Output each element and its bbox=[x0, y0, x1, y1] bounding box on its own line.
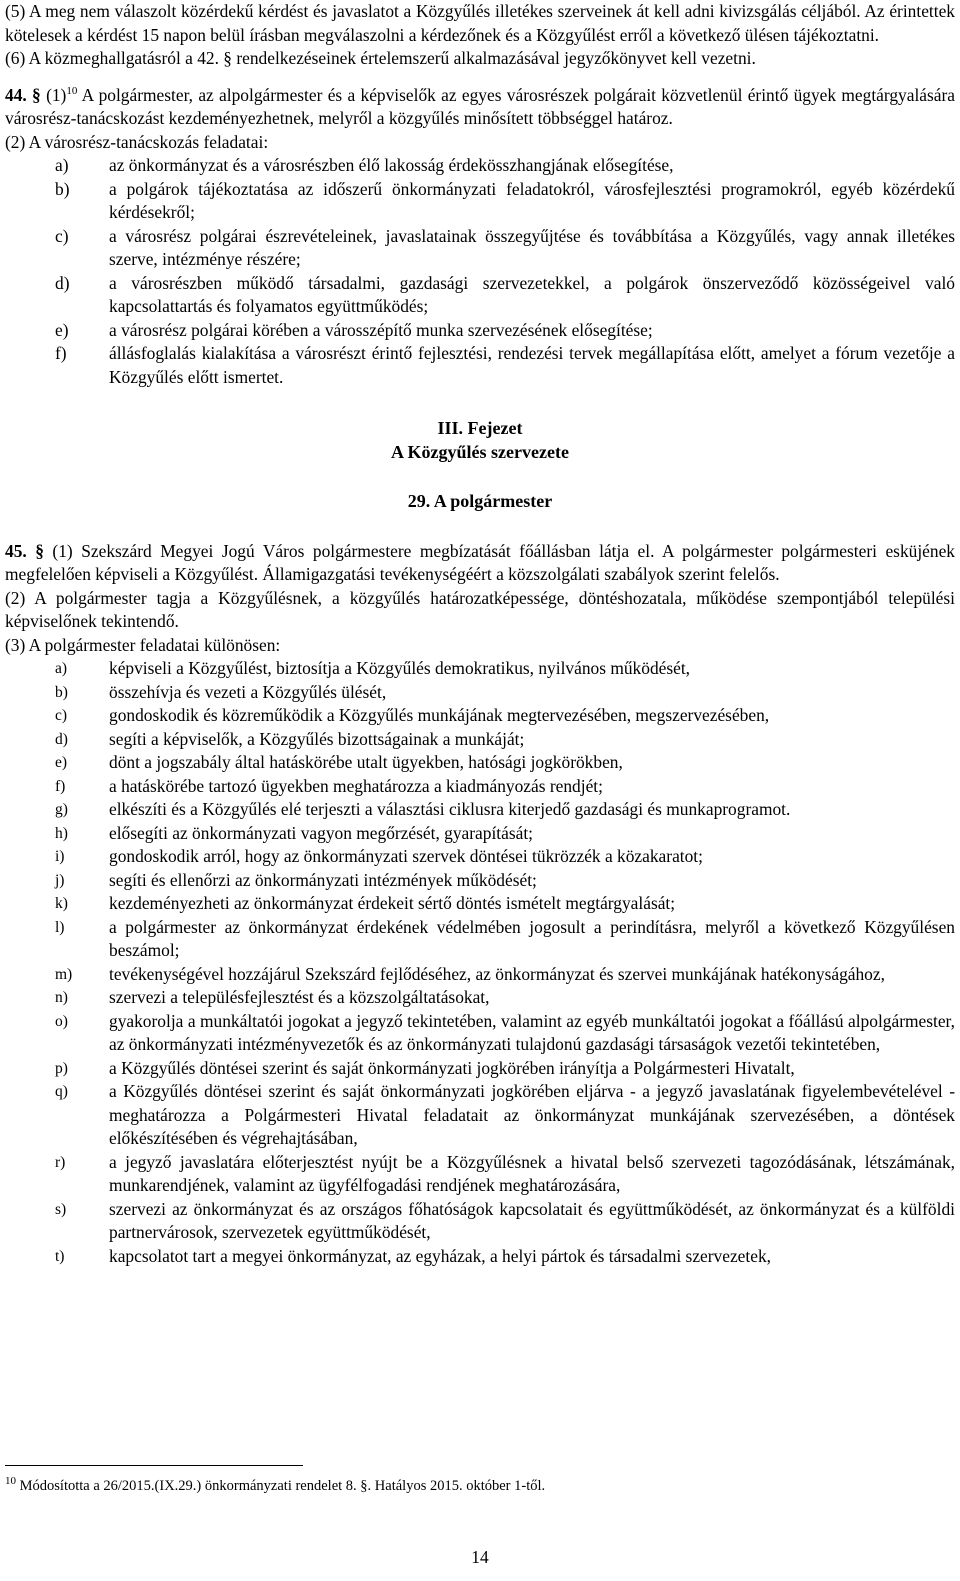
list-item bbox=[5, 916, 955, 963]
list-item bbox=[5, 963, 955, 987]
list-item-text: elősegíti az önkormányzati vagyon megőrzését, gyarapítását; bbox=[109, 822, 533, 843]
list-item bbox=[5, 1245, 955, 1269]
list-item-label: m) bbox=[55, 965, 73, 983]
section-44-p1-text: A polgármester, az alpolgármester és a képviselők az egyes városrészek polgárait közvetlenül érintő ügyek megtárgyalására városrész-tanácskozást kezdeményezhetnek, melyről a közgyűlés minősített többséggel határoz. bbox=[5, 84, 956, 128]
list-item-text: a városrész polgárai észrevételeinek, javaslatainak összegyűjtése és továbbítása a Közgyűlés, vagy annak illetékes szerve, intézménye részére; bbox=[109, 225, 955, 269]
page-number: 14 bbox=[471, 1547, 489, 1567]
list-item-label: t) bbox=[55, 1247, 65, 1265]
list-item-label: j) bbox=[55, 871, 65, 889]
list-item-text: összehívja és vezeti a Közgyűlés ülését, bbox=[109, 681, 387, 702]
list-item bbox=[5, 1080, 955, 1151]
list-item bbox=[5, 845, 955, 869]
list-item-label: o) bbox=[55, 1012, 68, 1030]
footnote-number: 10 bbox=[5, 1475, 16, 1488]
list-item-text: kezdeményezheti az önkormányzat érdekeit sértő döntés ismételt megtárgyalását; bbox=[109, 893, 676, 913]
list-item-text: szervezi az önkormányzat és az országos főhatóságok kapcsolatait és együttműködését, az önkormányzat és a külföldi partnervárosok, szervezetek együttműködését, bbox=[109, 1198, 955, 1242]
section-44-task-list bbox=[5, 154, 955, 389]
list-item bbox=[5, 704, 955, 728]
list-item-text: szervezi a településfejlesztést és a közszolgáltatásokat, bbox=[109, 987, 490, 1007]
list-item-label: f) bbox=[55, 777, 66, 795]
spacer bbox=[5, 389, 955, 417]
list-item-text: a Közgyűlés döntései szerint és saját önkormányzati jogkörében irányítja a Polgármesteri Hivatalt, bbox=[109, 1057, 795, 1078]
footnote-divider bbox=[5, 1465, 303, 1466]
list-item bbox=[5, 178, 955, 225]
section-45-p1-text: (1) Szekszárd Megyei Jogú Város polgármestere megbízatását főállásban látja el. A polgármester polgármesteri esküjének megfelelően képviseli a Közgyűlést. Államigazgatási tevékenységéért a közszolgálati szabályok szerint felelős. bbox=[5, 540, 956, 584]
list-item-text: segíti a képviselők, a Közgyűlés bizottságainak a munkáját; bbox=[109, 728, 525, 749]
list-item bbox=[5, 728, 955, 752]
list-item-text: gondoskodik és közreműködik a Közgyűlés munkájának megtervezésében, megszervezésében, bbox=[109, 705, 770, 725]
list-item-label: s) bbox=[55, 1200, 67, 1218]
list-item-label: a) bbox=[55, 660, 68, 677]
list-item-text: a polgármester az önkormányzat érdekének védelmében jogosult a perindításra, melyről a következő Közgyűlésen beszámol; bbox=[109, 916, 955, 960]
list-item bbox=[5, 892, 955, 916]
section-45-paragraph-1 bbox=[5, 540, 955, 587]
list-item-text: a jegyző javaslatára előterjesztést nyújt be a Közgyűlésnek a hivatal belső szervezeti tagozódásának, létszámának, munkarendjének, valamint az ügyfélfogadási rendjének meghatározására, bbox=[109, 1151, 955, 1195]
section-44-number: 44. § bbox=[5, 84, 41, 105]
list-item-text: az önkormányzat és a városrészben élő lakosság érdekösszhangjának elősegítése, bbox=[109, 155, 674, 175]
list-item-label: g) bbox=[55, 801, 68, 818]
list-item-text: a városrész polgárai körében a városszépítő munka szervezésének elősegítése; bbox=[109, 319, 653, 340]
list-item-label: r) bbox=[55, 1153, 66, 1171]
list-item bbox=[5, 775, 955, 799]
list-item bbox=[5, 1151, 955, 1198]
subheading-polgarmester: 29. A polgármester bbox=[407, 491, 553, 511]
spacer bbox=[5, 514, 955, 540]
list-item-label: b) bbox=[55, 178, 70, 199]
list-item-text: a hatáskörébe tartozó ügyekben meghatározza a kiadmányozás rendjét; bbox=[109, 775, 603, 796]
list-item bbox=[5, 681, 955, 705]
list-item-text: állásfoglalás kialakítása a városrészt érintő fejlesztési, rendezési tervek megállapítása előtt, amelyet a fórum vezetője a Közgyűlés előtt ismertet. bbox=[109, 343, 955, 387]
list-item bbox=[5, 1198, 955, 1245]
list-item bbox=[5, 986, 955, 1010]
spacer bbox=[5, 464, 955, 490]
footnote-text: Módosította a 26/2015.(IX.29.) önkormányzati rendelet 8. §. Hatályos 2015. október 1-től. bbox=[16, 1478, 546, 1494]
section-45-number: 45. § bbox=[5, 540, 44, 561]
list-item bbox=[5, 822, 955, 846]
paragraph-43-5: (5) A meg nem válaszolt közérdekű kérdést és javaslatot a Közgyűlés illetékes szerveinek át kell adni kivizsgálás céljából. Az érintettek kötelesek a kérdést 15 napon belül írásban megválaszolni a kérdezőnek és a Közgyűlést erről a következő ülésen tájékoztatni. bbox=[5, 1, 955, 45]
list-item-text: a városrészben működő társadalmi, gazdasági szervezetekkel, a polgárok önszerveződő közösségeivel való kapcsolattartás és folyamatos együttműködés; bbox=[109, 272, 955, 316]
list-item bbox=[5, 657, 955, 681]
page-content bbox=[5, 0, 955, 1268]
paragraph-43-6: (6) A közmeghallgatásról a 42. § rendelkezéseinek értelemszerű alkalmazásával jegyzőkönyvet kell vezetni. bbox=[5, 48, 756, 68]
section-45-paragraph-2: (2) A polgármester tagja a Közgyűlésnek, a közgyűlés határozatképessége, döntéshozatala, működése szempontjából települési képviselőnek tekintendő. bbox=[5, 587, 955, 631]
list-item bbox=[5, 225, 955, 272]
list-item-label: k) bbox=[55, 895, 68, 912]
list-item-label: q) bbox=[55, 1083, 68, 1100]
list-item bbox=[5, 154, 955, 178]
list-item-label: c) bbox=[55, 707, 68, 724]
list-item bbox=[5, 1057, 955, 1081]
section-45-task-list bbox=[5, 657, 955, 1268]
section-44-paragraph-2: (2) A városrész-tanácskozás feladatai: bbox=[5, 131, 269, 152]
chapter-title: A Közgyűlés szervezete bbox=[391, 441, 569, 462]
list-item-label: c) bbox=[55, 225, 69, 246]
list-item-text: tevékenységével hozzájárul Szekszárd fejlődéséhez, az önkormányzat és szervei munkájának hatékonyságához, bbox=[109, 963, 885, 984]
section-44-p1-prefix: (1) bbox=[46, 84, 67, 105]
list-item-text: gyakorolja a munkáltatói jogokat a jegyző tekintetében, valamint az egyéb munkáltatói jogokat a főállású alpolgármester, az önkormányzati intézményvezetők és az önkormányzati tulajdonú gazdasági társaságok vezetői tekintetében, bbox=[109, 1010, 955, 1054]
list-item bbox=[5, 798, 955, 822]
footnote-ref-10[interactable]: 10 bbox=[66, 84, 78, 97]
list-item-text: a polgárok tájékoztatása az időszerű önkormányzati feladatokról, városfejlesztési programokról, egyéb közérdekű kérdésekről; bbox=[109, 178, 955, 222]
list-item-text: a Közgyűlés döntései szerint és saját önkormányzati jogkörében eljárva - a jegyző javaslatának figyelembevételével - meghatározza a Polgármesteri Hivatal feladatait az önkormányzat munkájának szervezésében, a döntések előkészítésében és végrehajtásában, bbox=[109, 1081, 955, 1148]
list-item bbox=[5, 1010, 955, 1057]
list-item-label: l) bbox=[55, 918, 65, 936]
list-item-text: képviseli a Közgyűlést, biztosítja a Közgyűlés demokratikus, nyilvános működését, bbox=[109, 658, 691, 678]
list-item-label: e) bbox=[55, 754, 68, 771]
spacer bbox=[5, 71, 955, 84]
list-item bbox=[5, 869, 955, 893]
section-45-paragraph-3: (3) A polgármester feladatai különösen: bbox=[5, 634, 281, 655]
list-item-text: elkészíti és a Közgyűlés elé terjeszti a választási ciklusra kiterjedő gazdasági és munkaprogramot. bbox=[109, 799, 791, 819]
section-44-paragraph-1 bbox=[5, 84, 955, 131]
list-item-text: segíti és ellenőrzi az önkormányzati intézmények működését; bbox=[109, 869, 537, 890]
list-item-label: d) bbox=[55, 272, 70, 293]
list-item-label: f) bbox=[55, 343, 67, 363]
chapter-number: III. Fejezet bbox=[437, 418, 523, 438]
list-item-label: h) bbox=[55, 824, 68, 842]
list-item-label: i) bbox=[55, 848, 65, 865]
list-item-text: gondoskodik arról, hogy az önkormányzati szervek döntései tükrözzék a közakaratot; bbox=[109, 846, 703, 866]
list-item-label: b) bbox=[55, 683, 68, 701]
list-item-label: d) bbox=[55, 730, 68, 748]
list-item-label: n) bbox=[55, 989, 68, 1006]
footnote bbox=[5, 1476, 545, 1496]
list-item-label: e) bbox=[55, 319, 69, 340]
list-item-label: a) bbox=[55, 155, 69, 175]
list-item bbox=[5, 272, 955, 319]
list-item bbox=[5, 319, 955, 343]
list-item-text: kapcsolatot tart a megyei önkormányzat, az egyházak, a helyi pártok és társadalmi szervezetek, bbox=[109, 1245, 771, 1266]
list-item-text: dönt a jogszabály által hatáskörébe utalt ügyekben, hatósági jogkörökben, bbox=[109, 752, 623, 772]
list-item-label: p) bbox=[55, 1059, 68, 1077]
list-item bbox=[5, 342, 955, 389]
list-item bbox=[5, 751, 955, 775]
